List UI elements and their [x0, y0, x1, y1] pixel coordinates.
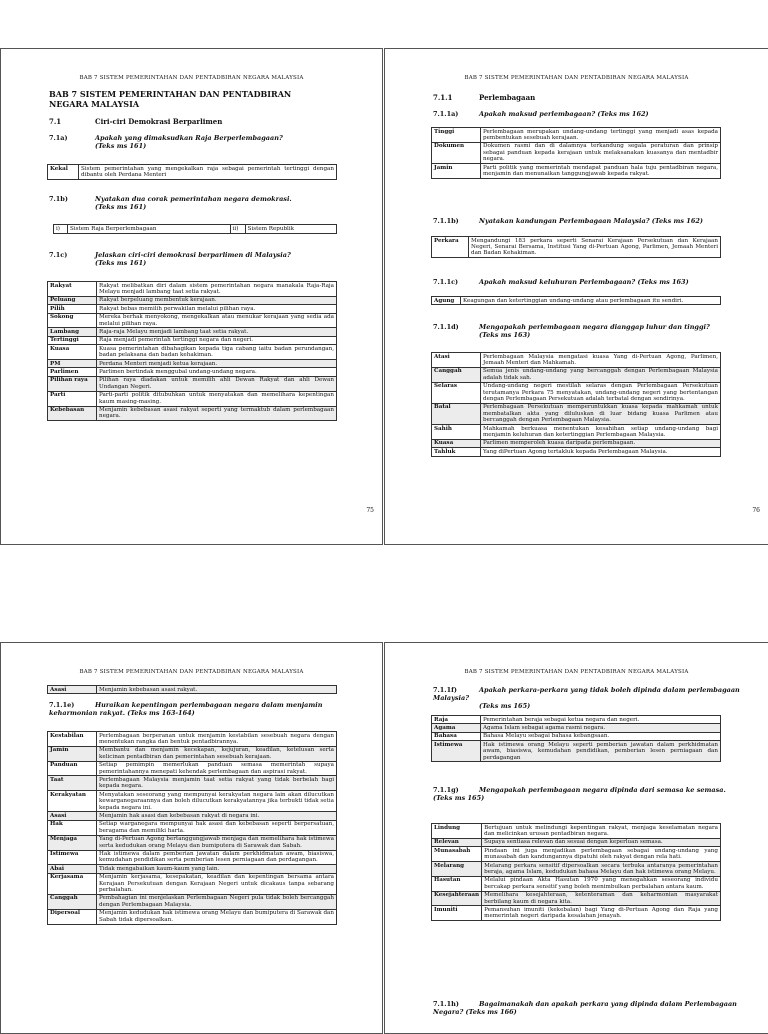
section-heading: 7.1 Ciri-ciri Demokrasi Berparlimen — [49, 117, 223, 126]
table-row: Tahluk Yang diPertuan Agong tertakluk kepada Perlembagaan Malaysia. — [432, 448, 721, 456]
table-row: Bahasa Bahasa Melayu sebagai bahasa kebangsaan. — [432, 732, 721, 740]
table-row: Melarang Melarang perkara sensitif dipersoalkan secara terbuka antaranya pemerintahan beraja, agama Islam, kedudukan bahasa Melayu dan hak istimewa orang Melayu. — [432, 862, 721, 877]
table-row: Imuniti Pemansuhan imuniti (kekebalan) bagi Yang di-Pertuan Agong dan Raja yang memerintah negeri daripada kesalahan jenayah. — [432, 906, 721, 921]
table-row: Asasi Menjamin hak asasi dan kebebasan rakyat di negara ini. — [48, 812, 337, 820]
table-row: Perkara Mengandungi 183 perkara seperti Senarai Kerajaan Persekutuan dan Kerajaan Negeri, Senarai Bersama, Institusi Yang di-Pertuan Agong, Parlimen, Jemaah Menteri dan Badan Kehakiman. — [432, 237, 721, 258]
table-row: Kuasa Kuasa pemerintahan dibahagikan kepada tiga cabang iaitu badan perundangan, badan pelaksana dan badan kehakiman. — [48, 345, 337, 360]
answer-table-7-1-1a — [431, 127, 721, 179]
answer-table-7-1-1b — [431, 236, 721, 258]
running-header: BAB 7 SISTEM PEMERINTAHAN DAN PENTADBIRAN NEGARA MALAYSIA — [464, 75, 689, 81]
table-row: Kebebasan Menjamin kebebasan asasi rakyat seperti yang termaktub dalam perlembagaan negara. — [48, 406, 337, 421]
table-row: Kerjasama Menjamin kerjasama, kesepakatan, keadilan dan kepentingan bersama antara Kerajaan Persekutuan dengan Kerajaan Negeri untuk dicakaus tanpa sebarang perbalahan. — [48, 873, 337, 894]
question-7-1-1a: 7.1.1a) Apakah maksud perlembagaan? (Teks ms 162) — [433, 110, 649, 118]
question-7-1c: 7.1c) Jelaskan ciri-ciri demokrasi berparlimen di Malaysia? (Teks ms 161) — [49, 251, 291, 267]
table-row: Pilihan raya Pilihan raya diadakan untuk memilih ahli Dewan Rakyat dan ahli Dewan Undangan Negeri. — [48, 376, 337, 391]
table-row: Tinggi Perlembagaan merupakan undang-undang tertinggi yang menjadi asas kepada pembentukan sesebuah kerajaan. — [432, 128, 721, 143]
question-7-1-1h: 7.1.1h) Bagaimanakah dan apakah perkara yang dipinda dalam Perlembagaan Negara? (Teks ms 166) — [433, 1000, 737, 1016]
table-row: Parti Parti-parti politik ditubuhkan untuk menyatakan dan memelihara kepentingan kaum masing-masing. — [48, 391, 337, 406]
table-row: Dokumen Dokumen rasmi dan di dalamnya terkandung segala peraturan dan prinsip sebagai panduan kepada kerajaan untuk melaksanakan kuasanya dan mentadbir negara. — [432, 142, 721, 163]
table-row: Relevan Supaya sentiasa relevan dan sesuai dengan keperluan semasa. — [432, 838, 721, 846]
answer-table-7-1-1c — [431, 296, 721, 305]
answer-table-7-1-1g — [431, 823, 721, 921]
table-row: Tertinggi Raja menjadi pemerintah tertinggi negara dan negeri. — [48, 336, 337, 344]
table-row: Kesejahteraan Memelihara kesejahteraan, ketenteraman dan keharmonian masyarakat berbilang kaum di negara kita. — [432, 891, 721, 906]
table-row: Atasi Perlembagaan Malaysia mengatasi kuasa Yang di-Pertuan Agong, Parlimen, Jemaah Menteri dan Mahkamah. — [432, 353, 721, 368]
table-row: Peluang Rakyat berpeluang membentuk kerajaan. — [48, 296, 337, 304]
table-row: Lindung Bertujuan untuk melindungi kepentingan rakyat, menjaga keselamatan negara dan melicinkan urusan pentadbiran negara. — [432, 824, 721, 839]
table-row: Munasabah Pindaan ini juga menjadikan perlembagaan sebagai undang-undang yang munasabah dan kandungannya dipatuhi oleh rakyat dengan rela hati. — [432, 847, 721, 862]
table-row: Dipersoal Menjamin kedudukan hak istimewa orang Melayu dan bumiputera di Sarawak dan Sabah tidak dipersoalkan. — [48, 909, 337, 924]
table-row: Canggah Pembahagian ini menjelaskan Perlembagaan Negeri pula tidak boleh bercanggah dengan Perlembagaan Malaysia. — [48, 894, 337, 909]
answer-table-7-1b: i) Sistem Raja Berperlembagaan ii) Sistem Republik — [53, 224, 337, 234]
answer-table-7-1-1f — [431, 715, 721, 762]
table-row: Hak Setiap warganegara mempunyai hak asasi dan kebebasan seperti berpersatuan, beragama dan memiliki harta. — [48, 820, 337, 835]
table-row: Istimewa Hak istimewa dalam pemberian jawatan dalam perkhidmatan awam, biasiswa, kemudahan pendidikan serta pemberian lesen perniagaan dan perdagangan. — [48, 850, 337, 865]
page-76 — [384, 48, 768, 545]
table-row: Canggah Semua jenis undang-undang yang bercanggah dengan Perlembagaan Malaysia adalah tidak sah. — [432, 367, 721, 382]
table-row: Kuasa Parlimen memperoleh kuasa daripada perlembagaan. — [432, 439, 721, 447]
table-row: Abai Tidak mengabaikan kaum-kaum yang lain. — [48, 865, 337, 873]
question-7-1-1g: 7.1.1g) Mengapakah perlembagaan negara dipinda dari semasa ke semasa. (Teks ms 165) — [433, 786, 726, 802]
table-row: Istimewa Hak istimewa orang Melayu seperti pemberian jawatan dalam perkhidmatan awam, biasiswa, kemudahan pendidikan, pemberian lesen perniagaan dan perdagangan — [432, 741, 721, 762]
table-row: Menjaga Yang di-Pertuan Agong bertanggungjawab menjaga dan memelihara hak istimewa serta kedudukan orang Melayu dan bumiputera di Sarawak dan Sabah. — [48, 835, 337, 850]
answer-table-7-1-1e — [47, 731, 337, 925]
section-heading: 7.1.1 Perlembagaan — [433, 93, 536, 102]
table-row: Kestabilan Perlembagaan berperanan untuk menjamin kestabilan sesebuah negara dengan menentukan rangka dan bentuk pentadbirannya. — [48, 732, 337, 747]
table-row: Jamin Parti politik yang memerintah mendapat panduan hala tuju pentadbiran negara, menjamin dan menunaikan tanggungjawab kepada rakyat. — [432, 164, 721, 179]
question-7-1b: 7.1b) Nyatakan dua corak pemerintahan negara demokrasi. (Teks ms 161) — [49, 195, 292, 211]
question-7-1-1b: 7.1.1b) Nyatakan kandungan Perlembagaan Malaysia? (Teks ms 162) — [433, 217, 703, 225]
page-75 — [0, 48, 383, 545]
answer-table-7-1-1d — [431, 352, 721, 457]
question-7-1-1f: 7.1.1f) Apakah perkara-perkara yang tidak boleh dipinda dalam perlembagaan Malaysia? (Teks ms 165) — [433, 686, 740, 710]
answer-table-asasi — [47, 685, 337, 694]
answer-table-7-1a: Kekal Sistem pemerintahan yang mengekalkan raja sebagai pemerintah tertinggi dengan dibantu oleh Perdana Menteri — [47, 164, 337, 180]
page-78 — [384, 642, 768, 1034]
table-row: Taat Perlembagaan Malaysia menjamin taat setia rakyat yang tidak berbelah bagi kepada negara. — [48, 776, 337, 791]
page-number: 75 — [366, 507, 374, 514]
question-7-1-1e: 7.1.1e) Huraikan kepentingan perlembagaan negara dalam menjamin keharmonian rakyat. (Teks ms 163-164) — [49, 701, 323, 717]
table-row: Pilih Rakyat bebas memilih perwakilan melalui pilihan raya. — [48, 305, 337, 313]
running-header: BAB 7 SISTEM PEMERINTAHAN DAN PENTADBIRAN NEGARA MALAYSIA — [464, 669, 689, 675]
page-number: 76 — [752, 507, 760, 514]
table-row: Sokong Mereka berhak menyokong, mengekalkan atau menukar kerajaan yang sedia ada melalui pilihan raya. — [48, 313, 337, 328]
table-row: Raja Pemerintahan beraja sebagai ketua negara dan negeri. — [432, 716, 721, 724]
answer-table-7-1c — [47, 281, 337, 421]
table-row: Agama Agama Islam sebagai agama rasmi negara. — [432, 724, 721, 732]
running-header: BAB 7 SISTEM PEMERINTAHAN DAN PENTADBIRAN NEGARA MALAYSIA — [79, 75, 304, 81]
table-row: PM Perdana Menteri menjadi ketua kerajaan. — [48, 360, 337, 368]
running-header: BAB 7 SISTEM PEMERINTAHAN DAN PENTADBIRAN NEGARA MALAYSIA — [79, 669, 304, 675]
table-row: Lambang Raja-raja Melayu menjadi lambang taat setia rakyat. — [48, 328, 337, 336]
question-7-1-1c: 7.1.1c) Apakah maksud keluhuran Perlembagaan? (Teks ms 163) — [433, 278, 689, 286]
table-row: Batal Perlembagaan Persekutuan memperuntukkan kuasa kepada mahkamah untuk membatalkan akta yang diluluskan di luar bidang kuasa Parlimen atau bercanggah dengan Perlembagaan Malaysia. — [432, 403, 721, 424]
page-77 — [0, 642, 383, 1034]
chapter-title: BAB 7 SISTEM PEMERINTAHAN DAN PENTADBIRAN NEGARA MALAYSIA — [49, 89, 292, 109]
table-row: Sahih Mahkamah berkuasa menentukan kesahihan setiap undang-undang bagi menjamin keluhuran dan ketertinggian Perlembagaan Malaysia. — [432, 425, 721, 440]
table-row: Kerakyatan Menyatakan seseorang yang mempunyai kerakyatan negara lain akan dilucutkan kewarganegaraannya dan boleh dilucutkan kerakyatannya jika terbukti tidak setia kepada negara ini. — [48, 791, 337, 812]
table-row: Panduan Setiap pemimpin memerlukan panduan semasa memerintah supaya pemerintahannya menepati kehendak perlembagaan dan aspirasi rakyat. — [48, 761, 337, 776]
table-row: Rakyat Rakyat melibatkan diri dalam sistem pemerintahan negara manakala Raja-Raja Melayu menjadi lambang taat setia rakyat. — [48, 282, 337, 297]
table-row: Asasi Menjamin kebebasan asasi rakyat. — [48, 686, 337, 694]
question-7-1a: 7.1a) Apakah yang dimaksudkan Raja Berperlembagaan? (Teks ms 161) — [49, 134, 283, 150]
table-row: Jamin Membantu dan menjamin kecekapan, kejujuran, keadilan, ketelusan serta kelicinan pentadbiran dan pemerintahan sesebuah kerajaan. — [48, 746, 337, 761]
table-row: Parlimen Parlimen bertindak menggubal undang-undang negara. — [48, 368, 337, 376]
question-7-1-1d: 7.1.1d) Mengapakah perlembagaan negara dianggap luhur dan tinggi? (Teks ms 163) — [433, 323, 710, 339]
table-row: Agung Keagungan dan ketertinggian undang-undang atau perlembagaan itu sendiri. — [432, 297, 721, 305]
table-row: Hasutan Melalui pindaan Akta Hasutan 1970 yang menegahkan seseorang individu bercakap perkara sensitif yang boleh menimbulkan perbalahan antara kaum. — [432, 876, 721, 891]
table-row: Selaras Undang-undang negeri mestilah selaras dengan Perlembagaan Persekutuan terutamanya Perkara 75 menyatakan, undang-undang negeri yang bertentangan dengan Perlembagaan Persekutuan adalah terbatal dengan sendirinya. — [432, 382, 721, 403]
